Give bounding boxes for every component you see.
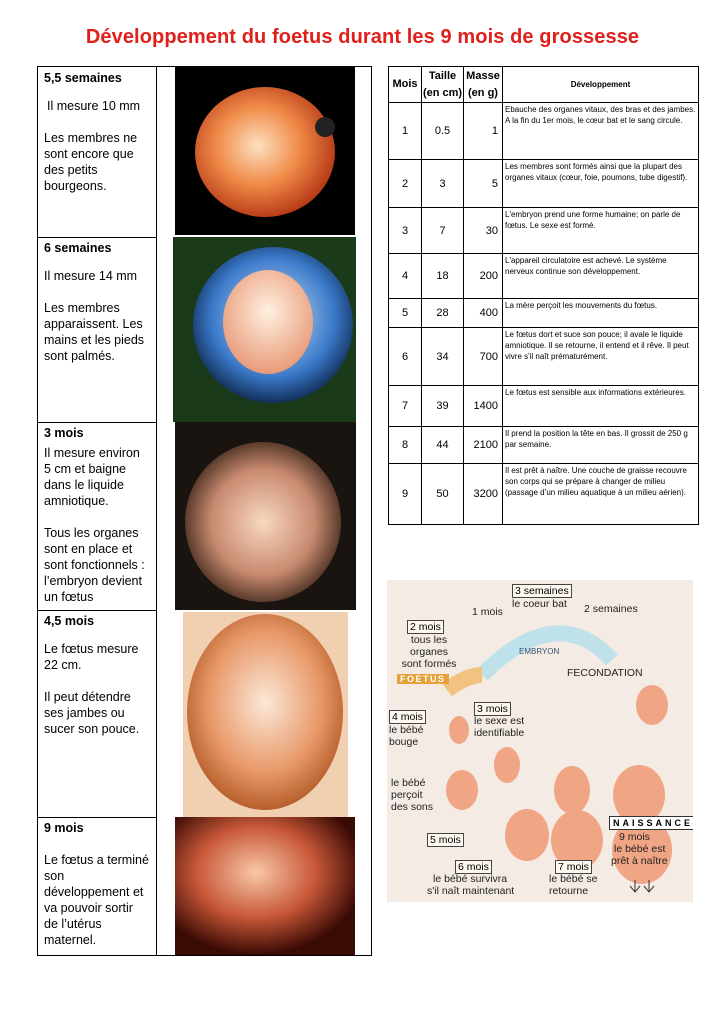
stages-table xyxy=(37,66,372,956)
cell-mois: 3 xyxy=(389,208,422,254)
cell-mois: 2 xyxy=(389,160,422,208)
table-row xyxy=(389,103,699,160)
label-3-semaines: 3 semaines xyxy=(512,584,572,598)
pregnancy-cycle-diagram: 3 semaines le coeur bat 2 semaines 1 mois 2 mois tous les organes sont formés FOETUS EMBRYON FECONDATION 3 mois le sexe est identifiable 4 mois le bébé bouge le bébé perçoit des sons 5 mois NAISSANCE 9 mois le bébé est prêt à naître 6 mois le bébé survivra s'il naît maintenant 7 mois le bébé se retourne xyxy=(387,580,693,902)
label-4-mois: 4 mois xyxy=(389,710,426,724)
page-title: Développement du foetus durant les 9 mois de grossesse xyxy=(85,26,640,48)
cell-masse: 1400 xyxy=(464,386,503,427)
stage-heading: 4,5 mois xyxy=(44,614,95,628)
stage-text-2: Les membres apparaissent. Les mains et les pieds sont palmés. xyxy=(44,301,145,363)
table-row xyxy=(389,386,699,427)
cell-taille: 18 xyxy=(422,254,464,299)
cell-masse: 200 xyxy=(464,254,503,299)
cell-taille: 50 xyxy=(422,464,464,525)
label-5-mois: 5 mois xyxy=(427,833,464,847)
stage-text-2: Tous les organes sont en place et sont fonctionnels : l’embryon devient un fœtus xyxy=(44,526,145,604)
cell-masse: 3200 xyxy=(464,464,503,525)
header-taille: Taille (en cm) xyxy=(422,67,464,103)
cell-dev: Ebauche des organes vitaux, des bras et des jambes. A la fin du 1er mois, le cœur bat et le sang circule. xyxy=(503,103,699,160)
cell-taille: 7 xyxy=(422,208,464,254)
stage-text-2: Les membres ne sont encore que des petits bourgeons. xyxy=(44,131,138,193)
stage-text-2: Il peut détendre ses jambes ou sucer son pouce. xyxy=(44,690,140,736)
embryo-photo xyxy=(173,237,356,422)
stage-heading: 9 mois xyxy=(44,821,84,835)
stage-text-1: Le fœtus a terminé son développement et va pouvoir sortir de l’utérus maternel. xyxy=(44,853,149,947)
stage-text-1: Il mesure 14 mm xyxy=(44,269,138,283)
label-2-mois: 2 mois xyxy=(407,620,444,634)
stage-text xyxy=(38,610,157,817)
table-row xyxy=(389,299,699,328)
stage-text-1: Le fœtus mesure 22 cm. xyxy=(44,642,139,672)
stage-heading: 6 semaines xyxy=(44,241,112,255)
cell-taille: 0.5 xyxy=(422,103,464,160)
cell-masse: 700 xyxy=(464,328,503,386)
cell-taille: 3 xyxy=(422,160,464,208)
stage-heading: 3 mois xyxy=(44,426,84,440)
label-coeur-bat: le coeur bat xyxy=(512,598,567,610)
cell-masse: 30 xyxy=(464,208,503,254)
cell-masse: 1 xyxy=(464,103,503,160)
cell-dev: L'appareil circulatoire est achevé. Le système nerveux continue son développement. xyxy=(503,254,699,299)
label-embryon: EMBRYON xyxy=(519,647,560,656)
label-5-mois-text: le bébé xyxy=(391,777,426,789)
table-row xyxy=(389,464,699,525)
cell-masse: 5 xyxy=(464,160,503,208)
header-masse: Masse (en g) xyxy=(464,67,503,103)
stage-row xyxy=(38,67,371,237)
development-table xyxy=(388,66,699,525)
cell-dev: Les membres sont formés ainsi que la plupart des organes vitaux (cœur, foie, poumons, tube digestif). xyxy=(503,160,699,208)
label-naissance: NAISSANCE xyxy=(609,816,693,830)
stage-text xyxy=(38,237,157,422)
cell-masse: 2100 xyxy=(464,427,503,464)
cell-dev: Le fœtus dort et suce son pouce; il avale le liquide amniotique. Il se retourne, il entend et il rêve. Il peut vivre s'il naît prématurément. xyxy=(503,328,699,386)
stage-row xyxy=(38,237,371,422)
cell-taille: 34 xyxy=(422,328,464,386)
cell-dev: La mère perçoit les mouvements du fœtus. xyxy=(503,299,699,328)
cell-mois: 8 xyxy=(389,427,422,464)
label-9-mois: 9 mois xyxy=(619,831,650,843)
table-row xyxy=(389,328,699,386)
cell-mois: 9 xyxy=(389,464,422,525)
cell-mois: 4 xyxy=(389,254,422,299)
stage-row xyxy=(38,422,371,610)
cell-taille: 28 xyxy=(422,299,464,328)
stage-text xyxy=(38,67,157,237)
stage-text-1: Il mesure environ 5 cm et baigne dans le liquide amniotique. xyxy=(44,446,140,508)
fetus-photo xyxy=(183,612,348,817)
cell-dev: Il est prêt à naître. Une couche de graisse recouvre son corps qui se prépare à changer de milieu (passage d’un milieu aquatique à un milieu aérien). xyxy=(503,464,699,525)
cell-dev: Il prend la position la tête en bas. Il grossit de 250 g par semaine. xyxy=(503,427,699,464)
cell-dev: Le fœtus est sensible aux informations extérieures. xyxy=(503,386,699,427)
fetus-photo xyxy=(175,817,355,955)
label-1-mois: 1 mois xyxy=(472,606,503,618)
table-row xyxy=(389,160,699,208)
cell-mois: 6 xyxy=(389,328,422,386)
cell-masse: 400 xyxy=(464,299,503,328)
table-row xyxy=(389,427,699,464)
stage-row xyxy=(38,817,371,955)
label-6-mois: 6 mois xyxy=(455,860,492,874)
cell-taille: 39 xyxy=(422,386,464,427)
label-3-mois: 3 mois xyxy=(474,702,511,716)
label-fecondation: FECONDATION xyxy=(567,667,643,679)
stage-heading: 5,5 semaines xyxy=(44,71,122,85)
fetus-photo xyxy=(175,422,356,610)
cell-mois: 7 xyxy=(389,386,422,427)
stage-text-1: Il mesure 10 mm xyxy=(47,99,141,113)
stage-text xyxy=(38,817,157,955)
cell-taille: 44 xyxy=(422,427,464,464)
cell-dev: L'embryon prend une forme humaine; on parle de fœtus. Le sexe est formé. xyxy=(503,208,699,254)
stage-row xyxy=(38,610,371,817)
header-mois: Mois xyxy=(389,67,422,103)
label-7-mois: 7 mois xyxy=(555,860,592,874)
embryo-photo xyxy=(175,67,355,235)
label-foetus: FOETUS xyxy=(397,674,449,684)
table-row xyxy=(389,208,699,254)
cell-mois: 5 xyxy=(389,299,422,328)
header-developpement: Développement xyxy=(503,67,699,103)
cell-mois: 1 xyxy=(389,103,422,160)
stage-text xyxy=(38,422,157,610)
label-2-semaines: 2 semaines xyxy=(584,603,638,615)
table-row xyxy=(389,254,699,299)
